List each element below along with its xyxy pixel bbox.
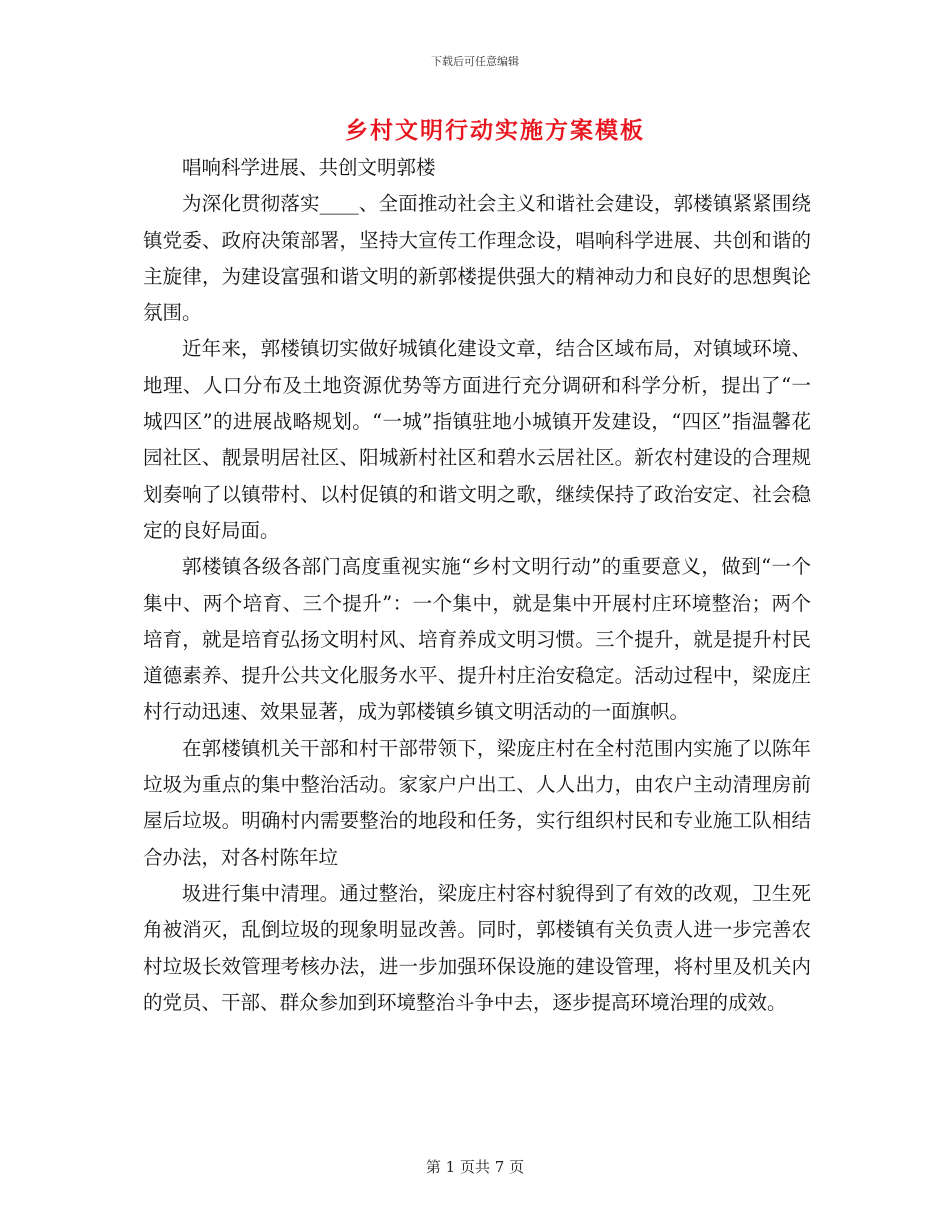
paragraph-2: 近年来，郭楼镇切实做好城镇化建设文章，结合区域布局，对镇域环境、地理、人口分布及土地资源优势等方面进行充分调研和科学分析，提出了“一城四区”的进展战略规划。“一城”指镇驻地小城镇开发建设，“四区”指温馨花园社区、靓景明居社区、阳城新村社区和碧水云居社区。新农村建设的合理规划奏响了以镇带村、以村促镇的和谐文明之歌，继续保持了政治安定、社会稳定的良好局面。 xyxy=(143,337,811,542)
paragraph-3: 郭楼镇各级各部门高度重视实施“乡村文明行动”的重要意义，做到“一个集中、两个培育、三个提升”：一个集中，就是集中开展村庄环境整治；两个培育，就是培育弘扬文明村风、培育养成文明习惯。三个提升，就是提升村民道德素养、提升公共文化服务水平、提升村庄治安稳定。活动过程中，梁庞庄村行动迅速、效果显著，成为郭楼镇乡镇文明活动的一面旗帜。 xyxy=(143,555,811,724)
paragraph-1: 为深化贯彻落实____、全面推动社会主义和谐社会建设，郭楼镇紧紧围绕镇党委、政府决策部署，坚持大宣传工作理念设，唱响科学进展、共创和谐的主旋律，为建设富强和谐文明的新郭楼提供强大的精神动力和良好的思想舆论氛围。 xyxy=(143,192,811,325)
page-header-note: 下载后可任意编辑 xyxy=(431,55,519,68)
document-body xyxy=(143,150,811,1021)
page-number: 第 1 页共 7 页 xyxy=(425,1158,525,1176)
paragraph-5: 圾进行集中清理。通过整治，梁庞庄村容村貌得到了有效的改观，卫生死角被消灭，乱倒垃圾的现象明显改善。同时，郭楼镇有关负责人进一步完善农村垃圾长效管理考核办法，进一步加强环保设施的建设管理，将村里及机关内的党员、干部、群众参加到环境整治斗争中去，逐步提高环境治理的成效。 xyxy=(143,881,811,1014)
paragraph-4: 在郭楼镇机关干部和村干部带领下，梁庞庄村在全村范围内实施了以陈年垃圾为重点的集中整治活动。家家户户出工、人人出力，由农户主动清理房前屋后垃圾。明确村内需要整治的地段和任务，实行组织村民和专业施工队相结合办法，对各村陈年垃 xyxy=(143,736,811,869)
paragraph-subtitle: 唱响科学进展、共创文明郭楼 xyxy=(182,156,436,179)
document-title: 乡村文明行动实施方案模板 xyxy=(345,117,645,144)
